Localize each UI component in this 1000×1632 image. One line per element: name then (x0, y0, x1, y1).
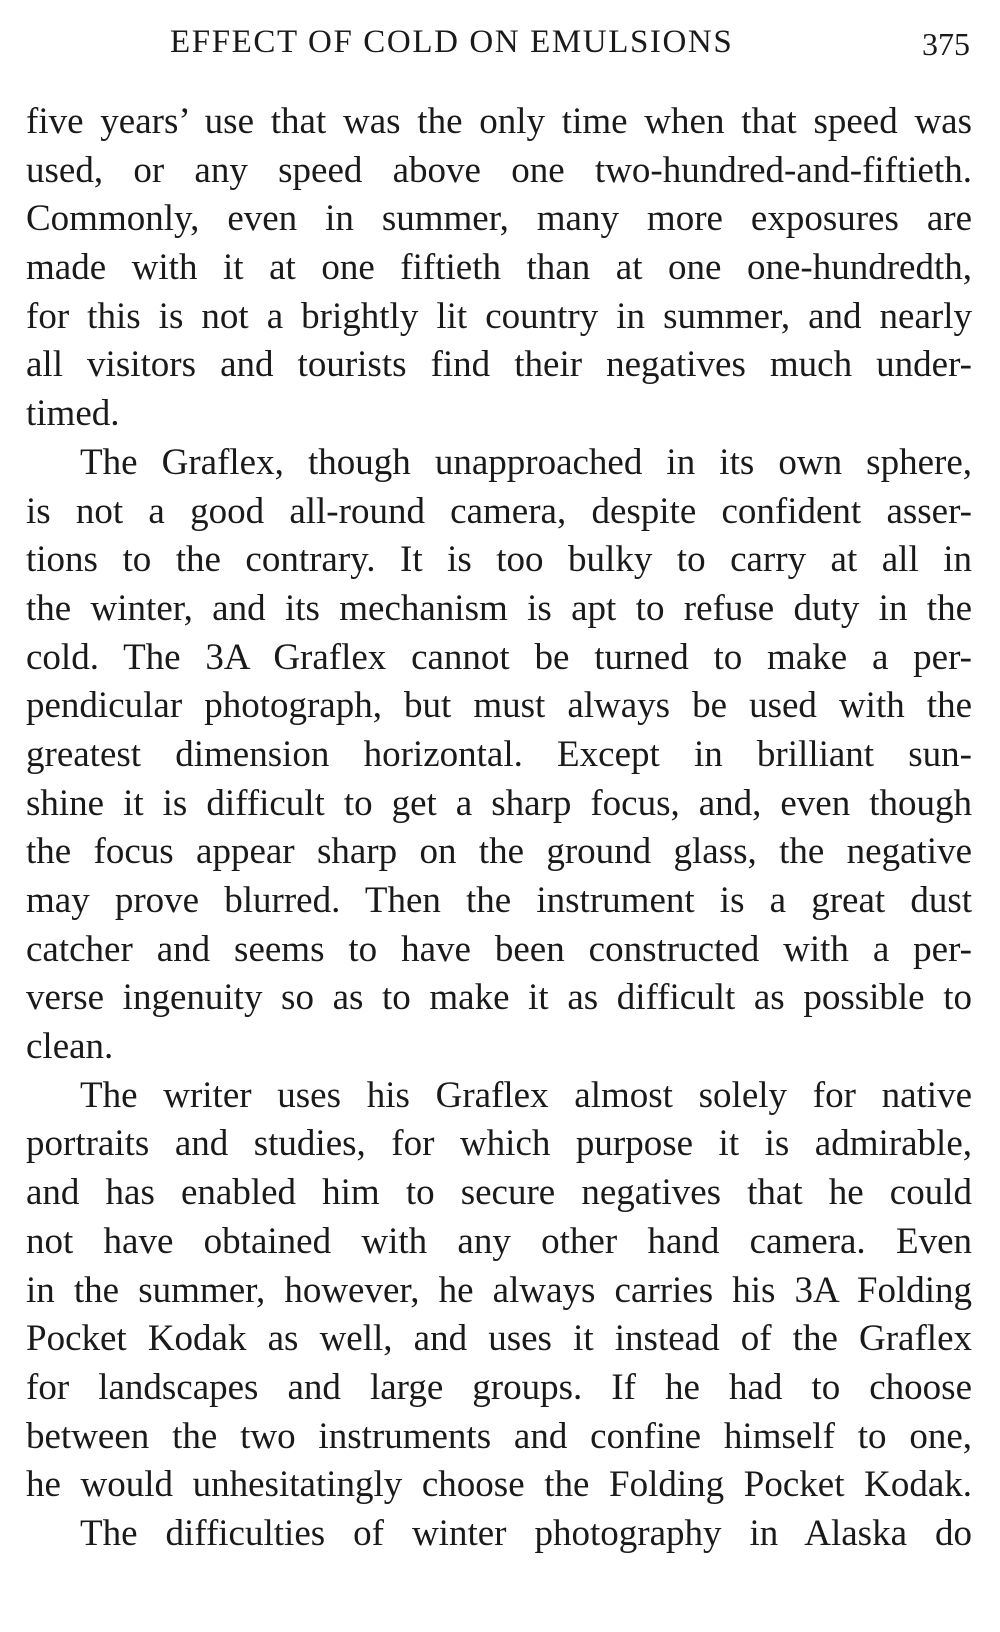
text-line: and has enabled him to secure negatives that he could (26, 1172, 972, 1214)
text-line: between the two instruments and confine himself to one, (26, 1415, 972, 1457)
text-line: The difficulties of winter photography in Alaska do (80, 1512, 972, 1554)
text-line: catcher and seems to have been constructed with a per- (26, 928, 972, 970)
body-text (26, 98, 972, 1559)
text-line: Pocket Kodak as well, and uses it instead of the Graflex (26, 1318, 972, 1360)
text-line: cold. The 3A Graflex cannot be turned to make a per- (26, 636, 972, 678)
text-line: portraits and studies, for which purpose it is admirable, (26, 1123, 972, 1165)
text-line: pendicular photograph, but must always be used with the (26, 685, 972, 727)
text-line: for this is not a brightly lit country in summer, and nearly (26, 295, 972, 337)
text-line: shine it is difficult to get a sharp focus, and, even though (26, 782, 972, 824)
text-line: greatest dimension horizontal. Except in brilliant sun- (26, 733, 972, 775)
page-number: 375 (922, 26, 970, 62)
text-line: in the summer, however, he always carries his 3A Folding (26, 1269, 972, 1311)
text-line: the winter, and its mechanism is apt to refuse duty in the (26, 587, 972, 629)
text-line: is not a good all-round camera, despite confident asser- (26, 490, 972, 532)
text-line: made with it at one fiftieth than at one one-hundredth, (26, 247, 972, 289)
text-line: tions to the contrary. It is too bulky to carry at all in (26, 539, 972, 581)
text-line: timed. (26, 393, 120, 435)
text-line: all visitors and tourists find their negatives much under- (26, 344, 972, 386)
text-line: The writer uses his Graflex almost solely for native (80, 1074, 972, 1116)
text-line: for landscapes and large groups. If he had to choose (26, 1366, 972, 1408)
text-line: verse ingenuity so as to make it as difficult as possible to (26, 977, 972, 1019)
paragraph-4 (26, 1510, 972, 1559)
paragraph-1 (26, 98, 972, 439)
text-line: The Graflex, though unapproached in its own sphere, (80, 441, 972, 483)
running-head: EFFECT OF COLD ON EMULSIONS (170, 24, 734, 60)
text-line: clean. (26, 1026, 114, 1068)
text-line: the focus appear sharp on the ground glass, the negative (26, 831, 972, 873)
text-line: Commonly, even in summer, many more exposures are (26, 198, 972, 240)
text-line: he would unhesitatingly choose the Folding Pocket Kodak. (26, 1464, 972, 1506)
text-line: five years’ use that was the only time when that speed was (26, 101, 972, 142)
text-line: not have obtained with any other hand camera. Even (26, 1220, 972, 1262)
text-line: used, or any speed above one two-hundred-and-fiftieth. (26, 149, 972, 191)
paragraph-2 (26, 439, 972, 1072)
paragraph-3 (26, 1072, 972, 1510)
text-line: may prove blurred. Then the instrument is a great dust (26, 880, 972, 921)
